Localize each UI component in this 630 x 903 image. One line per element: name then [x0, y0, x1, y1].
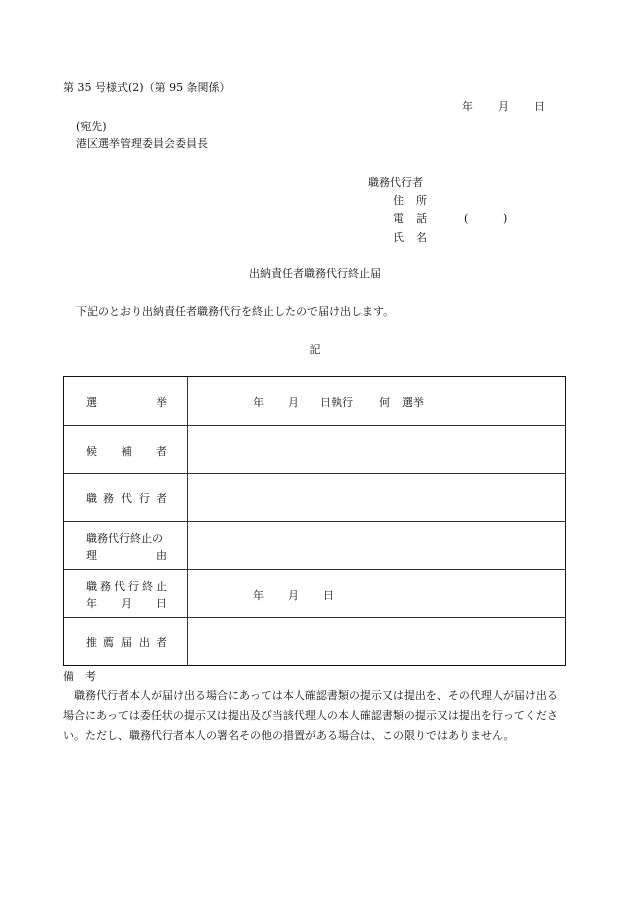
- form-number: 第 35 号様式(2)（第 95 条関係）: [63, 81, 231, 94]
- notes-heading: 備 考: [63, 670, 96, 683]
- recipient-prefix: (宛先): [76, 120, 107, 133]
- end-reason-value-cell[interactable]: [188, 522, 565, 569]
- table-row-candidate: [64, 425, 565, 473]
- end-date-value-cell[interactable]: 年 月 日: [253, 589, 334, 602]
- table-row-end-date: [64, 569, 565, 617]
- date-year-label: 年: [462, 100, 473, 113]
- ki-mark: 記: [309, 343, 321, 356]
- end-date-label-cell: 職 務 代 行 終 止 年 月 日: [64, 570, 188, 617]
- notes-text: 職務代行者本人が届け出る場合にあっては本人確認書類の提示又は提出を、その代理人が届け出る場合にあっては委任状の提示又は提出及び当該代理人の本人確認書類の提示又は提出を行ってください。ただし、職務代行者本人の署名その他の措置がある場合は、この限りではありません。: [63, 689, 558, 742]
- end-reason-label-cell: 職務代行終止の 理 由: [64, 522, 188, 569]
- document-title: 出納責任者職務代行終止届: [249, 267, 381, 280]
- form-table: [63, 376, 566, 666]
- phone-paren-close: ): [503, 212, 508, 225]
- acting-person-label-cell: 職 務 代 行 者: [64, 474, 188, 521]
- phone-paren-open: (: [464, 212, 469, 225]
- recommender-value-cell[interactable]: [188, 618, 565, 665]
- recommender-label-cell: 推 薦 届 出 者: [64, 618, 188, 665]
- document-body: 下記のとおり出納責任者職務代行を終止したので届け出します。: [76, 305, 395, 318]
- table-row-acting-person: [64, 473, 565, 521]
- date-day-label: 日: [534, 100, 545, 113]
- date-month-label: 月: [498, 100, 509, 113]
- table-row-election: [64, 377, 565, 425]
- candidate-value-cell[interactable]: [188, 426, 565, 473]
- election-value-cell[interactable]: 年 月 日執行 何 選挙: [253, 396, 424, 409]
- recipient: 港区選挙管理委員会委員長: [76, 137, 208, 150]
- acting-person-value-cell[interactable]: [188, 474, 565, 521]
- applicant-role-title: 職務代行者: [368, 176, 423, 189]
- table-row-recommender: [64, 617, 565, 665]
- election-label-cell: 選 挙: [64, 377, 188, 425]
- candidate-label-cell: 候 補 者: [64, 426, 188, 473]
- table-row-end-reason: [64, 521, 565, 569]
